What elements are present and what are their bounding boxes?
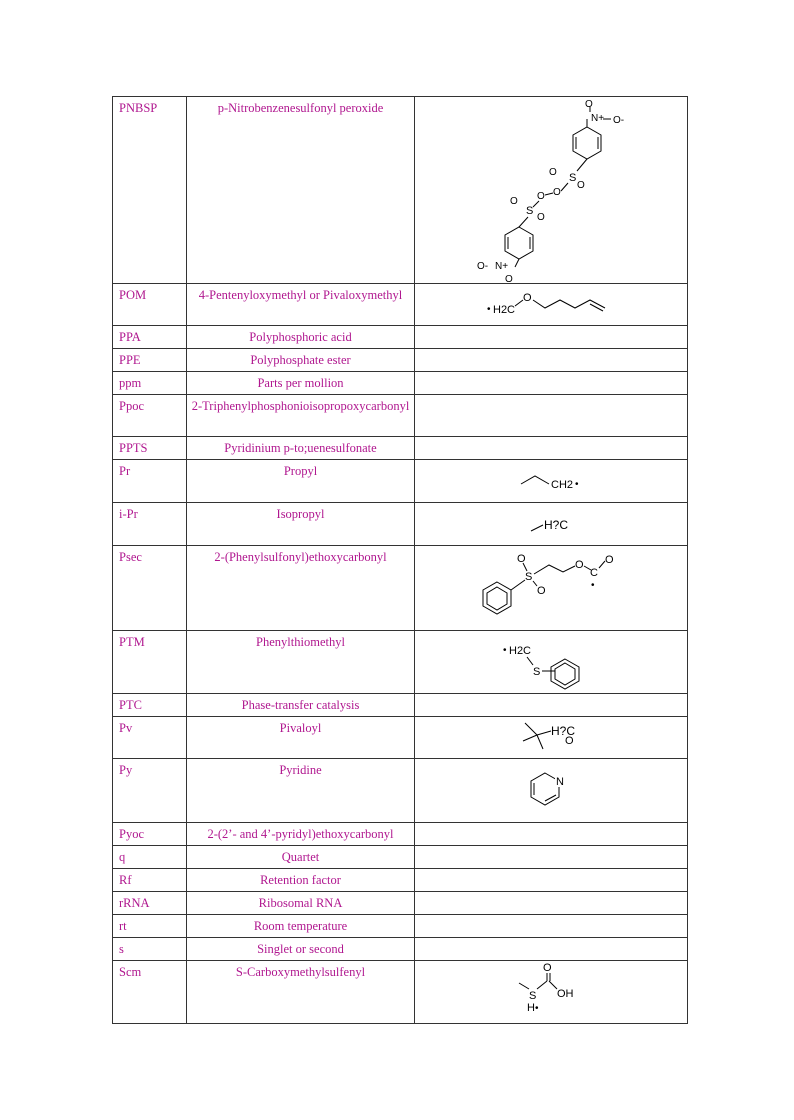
name-cell: S-Carboxymethylsulfenyl <box>187 961 415 1024</box>
structure-cell <box>415 961 688 1024</box>
carboxymethylsulfenyl-structure <box>415 961 687 1024</box>
abbr-cell: Py <box>113 759 187 823</box>
o-label: O <box>577 180 585 191</box>
radical-dot: • <box>487 304 491 315</box>
o-label: O <box>585 99 593 110</box>
o-label: O <box>523 292 532 304</box>
p-nitrobenzenesulfonyl-peroxide-structure <box>415 97 687 284</box>
table-row <box>113 961 688 1024</box>
phenylsulfonylethoxycarbonyl-structure <box>415 546 687 631</box>
abbr-cell: Pr <box>113 460 187 503</box>
structure-cell <box>415 437 688 460</box>
oh-label: OH <box>557 988 574 1000</box>
table-row <box>113 869 688 892</box>
table-row <box>113 437 688 460</box>
name-cell: Quartet <box>187 846 415 869</box>
abbr-cell: PNBSP <box>113 97 187 284</box>
table-row <box>113 503 688 546</box>
radical-dot: • <box>591 580 595 591</box>
name-cell: Pyridinium p-to;uenesulfonate <box>187 437 415 460</box>
o-label: O <box>605 554 614 566</box>
n-label: N <box>556 776 564 788</box>
phenylthiomethyl-structure <box>415 631 687 694</box>
table-row <box>113 823 688 846</box>
o-label: O <box>537 212 545 223</box>
s-label: S <box>569 172 577 184</box>
name-cell: Phenylthiomethyl <box>187 631 415 694</box>
abbr-cell: s <box>113 938 187 961</box>
abbr-cell: Scm <box>113 961 187 1024</box>
name-cell: Propyl <box>187 460 415 503</box>
structure-cell <box>415 631 688 694</box>
o-label: O <box>543 962 552 974</box>
o-minus-label: O- <box>477 261 489 272</box>
structure-cell <box>415 846 688 869</box>
name-cell: Pivaloyl <box>187 717 415 759</box>
name-cell: Singlet or second <box>187 938 415 961</box>
table-row <box>113 915 688 938</box>
structure-cell <box>415 892 688 915</box>
s-label: S <box>526 205 534 217</box>
o-label: O <box>565 735 574 747</box>
structure-cell <box>415 546 688 631</box>
structure-cell <box>415 694 688 717</box>
table-row <box>113 460 688 503</box>
abbr-cell: Pv <box>113 717 187 759</box>
structure-cell <box>415 395 688 437</box>
abbr-cell: PPA <box>113 326 187 349</box>
name-cell: Isopropyl <box>187 503 415 546</box>
h2c-label: H2C <box>509 645 532 657</box>
pivaloyl-structure <box>415 717 687 759</box>
abbr-cell: POM <box>113 284 187 326</box>
abbreviation-table <box>112 96 688 1024</box>
structure-cell <box>415 938 688 961</box>
name-cell: Polyphosphate ester <box>187 349 415 372</box>
name-cell: Polyphosphoric acid <box>187 326 415 349</box>
o-label: O <box>510 196 518 207</box>
o-label: O <box>553 187 561 198</box>
abbr-cell: i-Pr <box>113 503 187 546</box>
table-row <box>113 395 688 437</box>
table-row <box>113 938 688 961</box>
table-row <box>113 97 688 284</box>
abbr-cell: PPTS <box>113 437 187 460</box>
hc-label: H?C <box>551 724 576 738</box>
pentenyloxymethyl-structure <box>415 284 687 326</box>
o-label: O <box>505 274 513 284</box>
name-cell: Retention factor <box>187 869 415 892</box>
structure-cell <box>415 349 688 372</box>
o-label: O <box>575 559 584 571</box>
name-cell: 4-Pentenyloxymethyl or Pivaloxymethyl <box>187 284 415 326</box>
abbr-cell: q <box>113 846 187 869</box>
radical-dot: • <box>503 645 507 656</box>
structure-cell <box>415 372 688 395</box>
structure-cell <box>415 460 688 503</box>
n-plus-label: N+ <box>495 261 509 272</box>
abbr-cell: PPE <box>113 349 187 372</box>
abbr-cell: Pyoc <box>113 823 187 846</box>
abbr-cell: Rf <box>113 869 187 892</box>
o-label: O <box>537 191 545 202</box>
radical-dot: • <box>535 1003 539 1014</box>
name-cell: 2-Triphenylphosphonioisopropoxycarbonyl <box>187 395 415 437</box>
structure-cell <box>415 503 688 546</box>
structure-cell <box>415 326 688 349</box>
table-row <box>113 284 688 326</box>
table-row <box>113 631 688 694</box>
table-row <box>113 349 688 372</box>
structure-cell <box>415 717 688 759</box>
abbr-cell: Ppoc <box>113 395 187 437</box>
name-cell: 2-(Phenylsulfonyl)ethoxycarbonyl <box>187 546 415 631</box>
c-label: C <box>590 567 598 579</box>
table-row <box>113 892 688 915</box>
h2c-label: H2C <box>493 304 516 316</box>
o-label: O <box>517 553 526 565</box>
table-row <box>113 326 688 349</box>
table-row <box>113 546 688 631</box>
table-row <box>113 372 688 395</box>
abbr-cell: Psec <box>113 546 187 631</box>
abbr-cell: PTC <box>113 694 187 717</box>
structure-cell <box>415 915 688 938</box>
name-cell: Pyridine <box>187 759 415 823</box>
table-row <box>113 759 688 823</box>
structure-cell <box>415 759 688 823</box>
s-label: S <box>529 990 537 1002</box>
name-cell: 2-(2’- and 4’-pyridyl)ethoxycarbonyl <box>187 823 415 846</box>
s-label: S <box>525 571 533 583</box>
table-row <box>113 717 688 759</box>
name-cell: Parts per mollion <box>187 372 415 395</box>
abbr-cell: rt <box>113 915 187 938</box>
abbr-cell: rRNA <box>113 892 187 915</box>
structure-cell <box>415 97 688 284</box>
name-cell: Ribosomal RNA <box>187 892 415 915</box>
structure-cell <box>415 823 688 846</box>
abbr-cell: ppm <box>113 372 187 395</box>
n-plus-label: N+ <box>591 113 605 124</box>
name-cell: Phase-transfer catalysis <box>187 694 415 717</box>
table-row <box>113 694 688 717</box>
abbr-cell: PTM <box>113 631 187 694</box>
name-cell: Room temperature <box>187 915 415 938</box>
isopropyl-structure <box>415 503 687 546</box>
radical-dot: • <box>575 479 579 490</box>
structure-cell <box>415 869 688 892</box>
structure-cell <box>415 284 688 326</box>
table-row <box>113 846 688 869</box>
o-label: O <box>549 167 557 178</box>
h-label: H <box>527 1002 535 1014</box>
hc-label: H?C <box>544 518 569 532</box>
propyl-structure <box>415 460 687 503</box>
o-minus-label: O- <box>613 115 625 126</box>
pyridine-structure <box>415 759 687 823</box>
ch2-label: CH2 <box>551 479 574 491</box>
name-cell: p-Nitrobenzenesulfonyl peroxide <box>187 97 415 284</box>
o-label: O <box>537 585 546 597</box>
s-label: S <box>533 666 541 678</box>
